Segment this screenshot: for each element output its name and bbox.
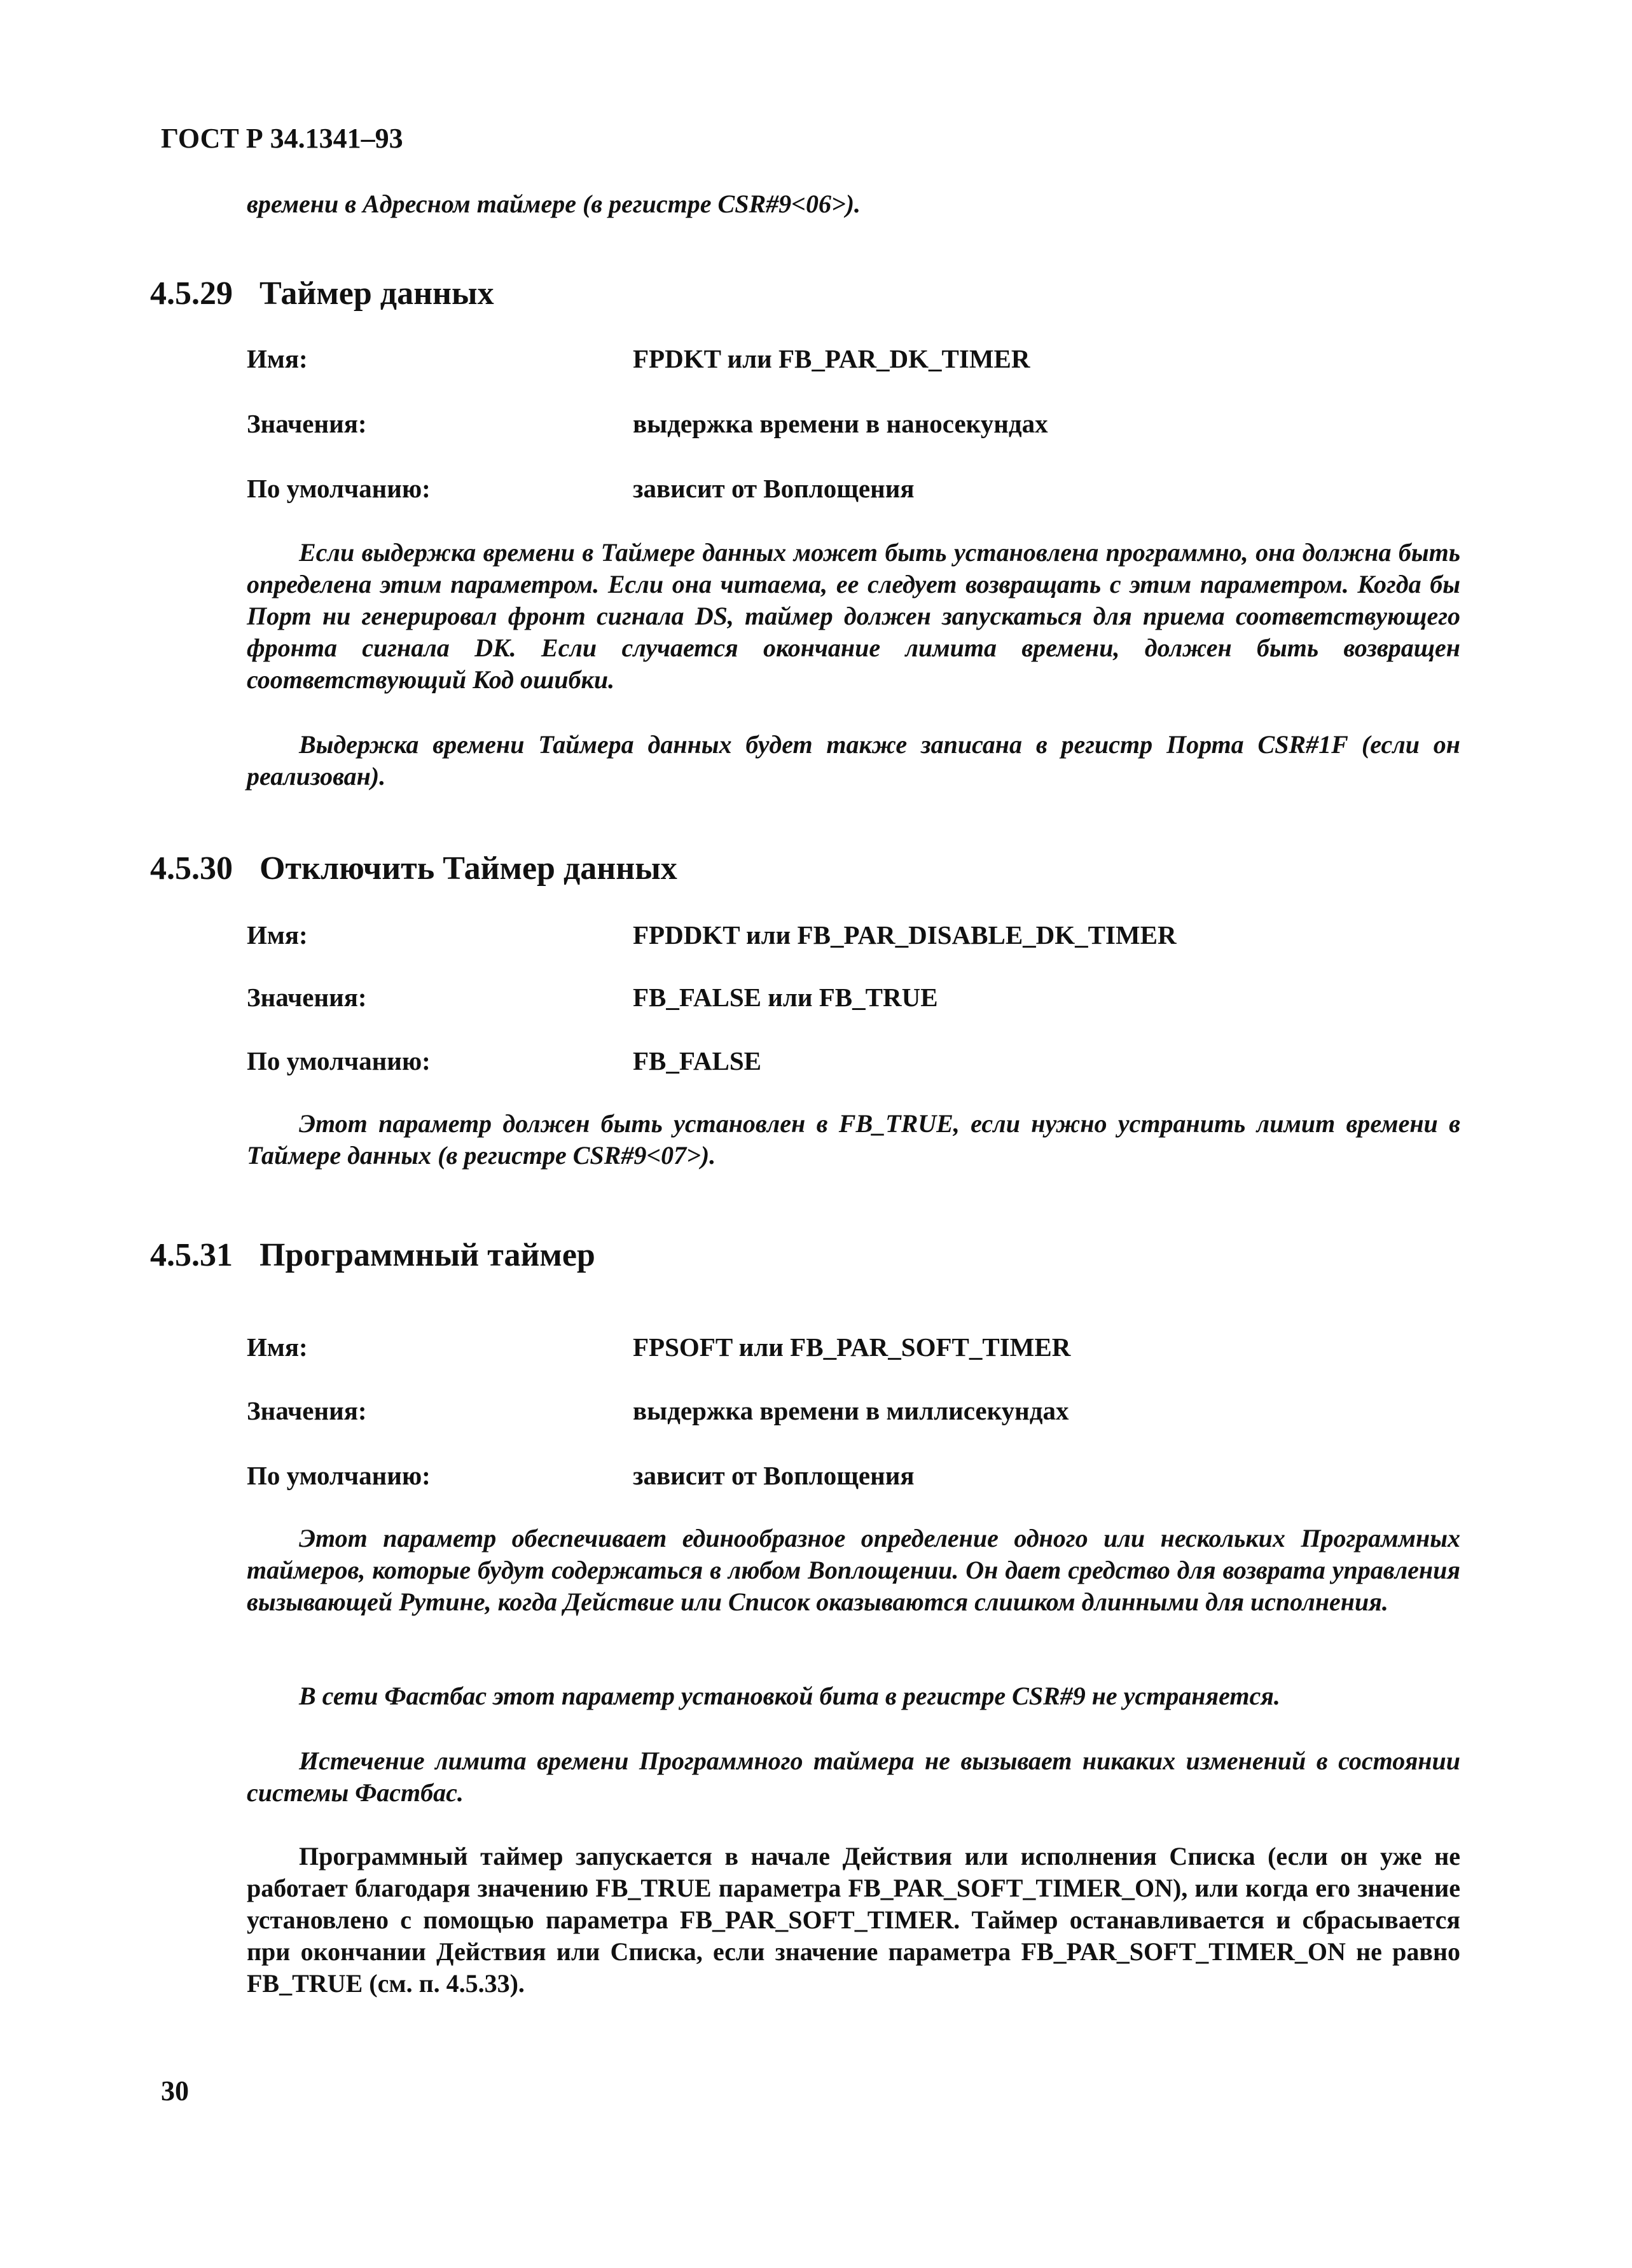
param-value-name: FPSOFT или FB_PAR_SOFT_TIMER [633, 1332, 1071, 1362]
param-value-values: выдержка времени в наносекундах [633, 409, 1048, 438]
section-number: 4.5.30 [150, 850, 233, 887]
section-number: 4.5.31 [150, 1237, 233, 1273]
param-label-values: Значения: [247, 1396, 367, 1425]
param-label-values: Значения: [247, 983, 367, 1012]
section-title: Отключить Таймер данных [259, 850, 677, 887]
section-heading [150, 275, 494, 312]
page-number: 30 [161, 2075, 189, 2106]
param-value-default: FB_FALSE [633, 1046, 761, 1075]
body-paragraph: Программный таймер запускается в начале Действия или исполнения Списка (если он уже не работает благодаря значению FB_TRUE параметра FB_PAR_SOFT_TIMER_ON), или когда его значение установлено с помощью параметра FB_PAR_SOFT_TIMER. Таймер останавливается и сбрасывается при окончании Действия или Списка, если значение параметра FB_PAR_SOFT_TIMER_ON не равно FB_TRUE (см. п. 4.5.33). [247, 1842, 1460, 1998]
section-paragraph: Этот параметр должен быть установлен в FB_TRUE, если нужно устранить лимит времени в Таймере данных (в регистре CSR#9<07>). [247, 1109, 1460, 1170]
param-value-default: зависит от Воплощения [633, 474, 915, 503]
section-heading [150, 1236, 595, 1274]
param-value-values: выдержка времени в миллисекундах [633, 1396, 1069, 1425]
section-heading [150, 850, 677, 887]
section-paragraph: Этот параметр обеспечивает единообразное определение одного или нескольких Программных таймеров, которые будут содержаться в любом Воплощении. Он дает средство для возврата управления вызывающей Рутине, когда Действие или Список оказываются слишком длинными для исполнения. [247, 1524, 1460, 1616]
param-value-name: FPDDKT или FB_PAR_DISABLE_DK_TIMER [633, 920, 1177, 950]
section-number: 4.5.29 [150, 275, 233, 312]
param-label-name: Имя: [247, 344, 308, 373]
section-paragraph: Если выдержка времени в Таймере данных может быть установлена программно, она должна быть определена этим параметром. Если она читаема, ее следует возвращать с этим параметром. Когда бы Порт ни генерировал фронт сигнала DS, таймер должен запускаться для приема соответствующего фронта сигнала DK. Если случается окончание лимита времени, должен быть возвращен соответствующий Код ошибки. [247, 538, 1460, 694]
param-label-values: Значения: [247, 409, 367, 438]
section-paragraph: В сети Фастбас этот параметр установкой бита в регистре CSR#9 не устраняется. [299, 1682, 1280, 1710]
param-label-name: Имя: [247, 1332, 308, 1362]
param-value-values: FB_FALSE или FB_TRUE [633, 983, 938, 1012]
param-value-name: FPDKT или FB_PAR_DK_TIMER [633, 344, 1030, 373]
param-label-name: Имя: [247, 920, 308, 950]
section-title: Программный таймер [259, 1237, 595, 1273]
section-paragraph: Выдержка времени Таймера данных будет также записана в регистр Порта CSR#1F (если он реализован). [247, 730, 1460, 791]
section-title: Таймер данных [259, 275, 494, 312]
param-label-default: По умолчанию: [247, 474, 431, 503]
intro-continuation: времени в Адресном таймере (в регистре CSR#9<06>). [247, 190, 861, 218]
param-value-default: зависит от Воплощения [633, 1461, 915, 1490]
running-header: ГОСТ Р 34.1341–93 [161, 123, 403, 154]
section-paragraph: Истечение лимита времени Программного таймера не вызывает никаких изменений в состоянии системы Фастбас. [247, 1746, 1460, 1807]
param-label-default: По умолчанию: [247, 1046, 431, 1075]
param-label-default: По умолчанию: [247, 1461, 431, 1490]
